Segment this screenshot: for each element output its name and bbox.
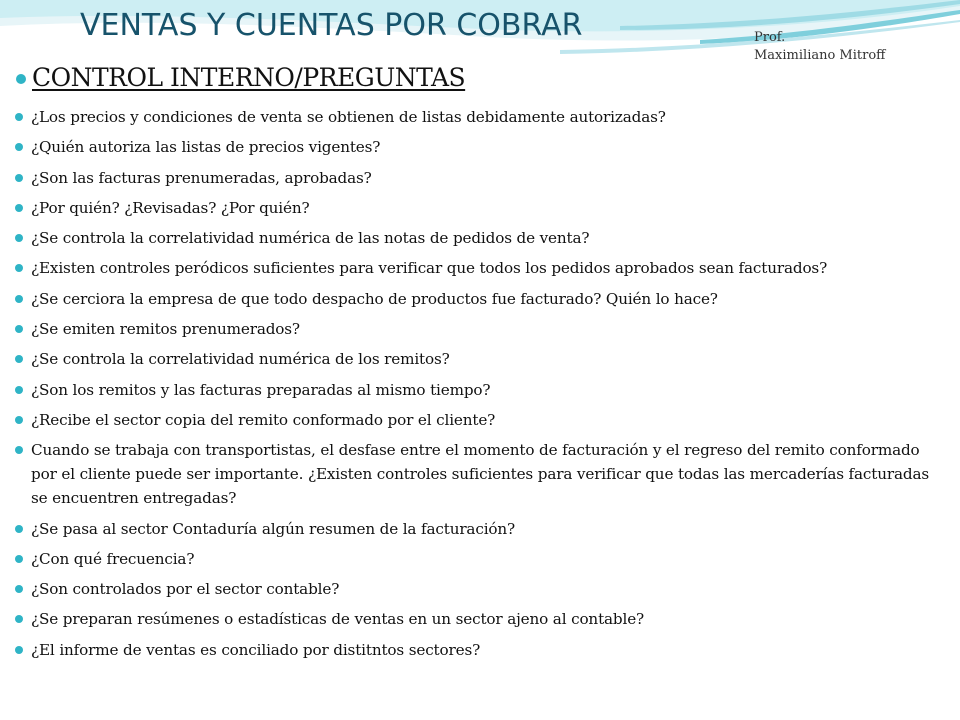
list-item	[14, 438, 944, 510]
list-item	[14, 378, 944, 402]
list-item	[14, 196, 944, 220]
question-text: ¿El informe de ventas es conciliado por distitntos sectores?	[31, 640, 481, 659]
section-heading	[16, 63, 465, 92]
bullet-icon	[15, 615, 23, 623]
question-text: Cuando se trabaja con transportistas, el desfase entre el momento de facturación y el regreso del remito conformado por el cliente puede ser importante. ¿Existen controles suficientes para verificar que todas las mercaderías facturadas se encuentren entregadas?	[31, 441, 929, 508]
question-text: ¿Los precios y condiciones de venta se obtienen de listas debidamente autorizadas?	[31, 108, 666, 126]
question-text: ¿Quién autoriza las listas de precios vigentes?	[31, 138, 381, 157]
bullet-icon	[15, 416, 23, 424]
bullet-icon	[15, 143, 23, 151]
question-text: ¿Son las facturas prenumeradas, aprobadas?	[31, 168, 372, 187]
list-item	[14, 547, 944, 571]
slide-title: VENTAS Y CUENTAS POR COBRAR	[80, 8, 583, 43]
question-text: ¿Se controla la correlatividad numérica de las notas de pedidos de venta?	[31, 229, 590, 248]
question-text: ¿Son los remitos y las facturas preparadas al mismo tiempo?	[31, 380, 491, 399]
list-item	[14, 166, 944, 190]
list-item	[14, 317, 944, 341]
question-text: ¿Son controlados por el sector contable?	[31, 580, 340, 599]
question-text: ¿Se pasa al sector Contaduría algún resumen de la facturación?	[31, 519, 516, 538]
question-text: ¿Se controla la correlatividad numérica de los remitos?	[31, 350, 450, 369]
list-item	[14, 577, 944, 601]
list-item	[14, 408, 944, 432]
question-list	[14, 105, 944, 668]
list-item	[14, 347, 944, 371]
list-item	[14, 638, 944, 662]
question-text: ¿Por quién? ¿Revisadas? ¿Por quién?	[31, 198, 310, 217]
bullet-icon	[15, 264, 23, 272]
list-item	[14, 287, 944, 311]
list-item	[14, 226, 944, 250]
bullet-icon	[15, 325, 23, 333]
bullet-icon	[15, 174, 23, 182]
question-text: ¿Recibe el sector copia del remito conformado por el cliente?	[31, 410, 496, 429]
bullet-icon	[15, 234, 23, 242]
author-credit	[754, 29, 885, 65]
bullet-icon	[15, 446, 23, 454]
bullet-icon	[15, 555, 23, 563]
question-text: ¿Existen controles peródicos suficientes para verificar que todos los pedidos aprobados sean facturados?	[31, 259, 828, 278]
question-text: ¿Se emiten remitos prenumerados?	[31, 320, 300, 339]
bullet-icon	[15, 585, 23, 593]
bullet-icon	[15, 355, 23, 363]
bullet-icon	[15, 113, 23, 121]
list-item	[14, 607, 944, 631]
bullet-icon	[15, 386, 23, 394]
author-name: Maximiliano Mitroff	[754, 48, 886, 63]
question-text: ¿Se preparan resúmenes o estadísticas de ventas en un sector ajeno al contable?	[31, 610, 645, 629]
question-text: ¿Se cerciora la empresa de que todo despacho de productos fue facturado? Quién lo hace?	[31, 289, 718, 308]
bullet-icon	[16, 74, 26, 84]
author-prefix: Prof.	[754, 30, 786, 45]
question-text: ¿Con qué frecuencia?	[31, 549, 195, 568]
bullet-icon	[15, 295, 23, 303]
list-item	[14, 105, 944, 129]
list-item	[14, 135, 944, 159]
list-item	[14, 256, 944, 280]
bullet-icon	[15, 204, 23, 212]
list-item	[14, 517, 944, 541]
section-heading-text: CONTROL INTERNO/PREGUNTAS	[32, 63, 466, 92]
bullet-icon	[15, 525, 23, 533]
bullet-icon	[15, 646, 23, 654]
